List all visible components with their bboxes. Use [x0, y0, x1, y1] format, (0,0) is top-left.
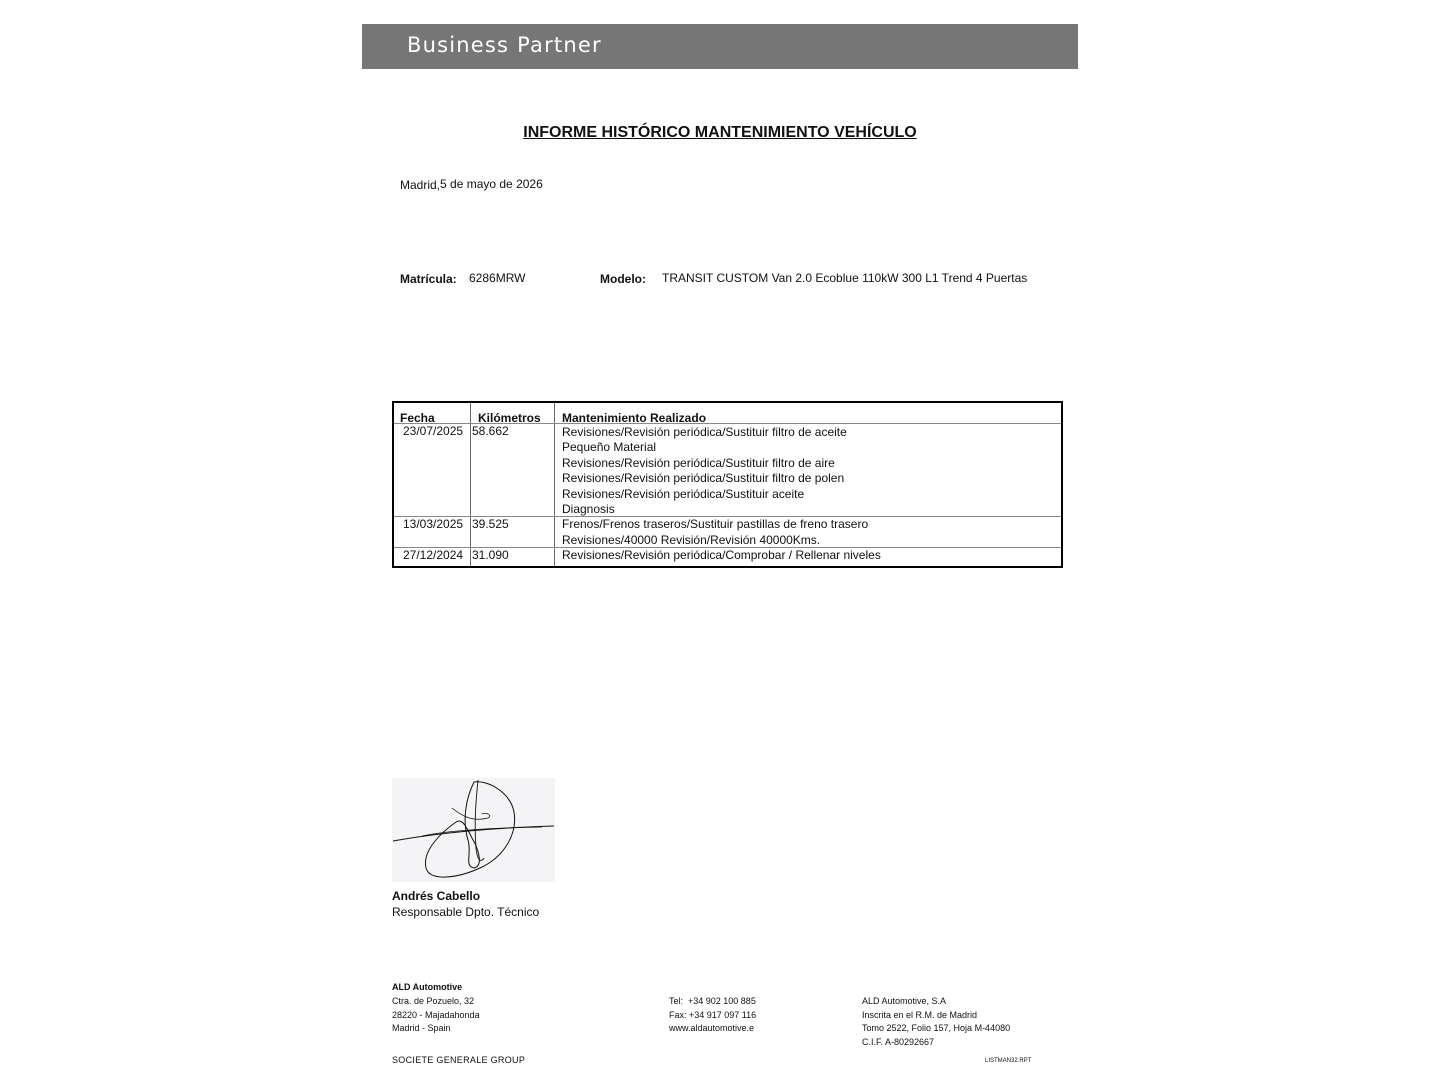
- maintenance-item: Revisiones/40000 Revisión/Revisión 40000Kms.: [562, 533, 821, 547]
- contact-website: www.aldautomotive.e: [669, 1023, 755, 1034]
- plate-label: Matrícula:: [400, 272, 457, 286]
- contact-fax: Fax: +34 917 097 116: [669, 1009, 757, 1020]
- row-date: 27/12/2024: [403, 548, 464, 562]
- header-date: Fecha: [400, 411, 435, 425]
- group-logo-text: SOCIETE GENERALE GROUP: [392, 1055, 526, 1065]
- registry-line: C.I.F. A-80292667: [862, 1036, 935, 1047]
- maintenance-item: Diagnosis: [562, 502, 615, 516]
- maintenance-item: Revisiones/Revisión periódica/Sustituir filtro de polen: [562, 471, 845, 485]
- place-date: [400, 178, 543, 192]
- maintenance-item: Revisiones/Revisión periódica/Sustituir aceite: [562, 487, 805, 501]
- column-divider: [470, 403, 471, 566]
- maintenance-item: Revisiones/Revisión periódica/Sustituir filtro de aceite: [562, 425, 847, 439]
- signer-role: Responsable Dpto. Técnico: [392, 905, 540, 919]
- maintenance-item: Revisiones/Revisión periódica/Sustituir filtro de aire: [562, 456, 835, 470]
- place: Madrid,: [400, 178, 441, 192]
- row-date: 13/03/2025: [403, 517, 464, 531]
- address-line: Madrid - Spain: [392, 1023, 451, 1034]
- report-date: 5 de mayo de 2026: [440, 177, 543, 191]
- row-km: 31.090: [472, 548, 509, 562]
- maintenance-item: Pequeño Material: [562, 440, 657, 454]
- row-date: 23/07/2025: [403, 424, 464, 438]
- row-km: 39.525: [472, 517, 509, 531]
- signature-image: [392, 778, 555, 882]
- address-line: 28220 - Majadahonda: [392, 1009, 480, 1020]
- maintenance-item: Frenos/Frenos traseros/Sustituir pastillas de freno trasero: [562, 517, 869, 531]
- report-title: INFORME HISTÓRICO MANTENIMIENTO VEHÍCULO: [523, 124, 917, 141]
- model-label: Modelo:: [600, 272, 646, 286]
- footer-registry: [862, 995, 1010, 1049]
- brand-logo-text: Business Partner: [407, 33, 602, 57]
- maintenance-item: Revisiones/Revisión periódica/Comprobar / Rellenar niveles: [562, 548, 881, 562]
- registry-line: ALD Automotive, S.A: [862, 996, 947, 1006]
- footer-address: [392, 995, 480, 1036]
- plate-value: 6286MRW: [469, 271, 526, 285]
- header-banner: [362, 24, 1078, 69]
- model-value: TRANSIT CUSTOM Van 2.0 Ecoblue 110kW 300 L1 Trend 4 Puertas: [662, 271, 1028, 285]
- maintenance-table: [392, 401, 1063, 568]
- contact-phone: Tel: +34 902 100 885: [669, 996, 756, 1006]
- header-km: Kilómetros: [478, 411, 541, 425]
- registry-line: Tomo 2522, Folio 157, Hoja M-44080: [862, 1023, 1011, 1034]
- address-line: Ctra. de Pozuelo, 32: [392, 996, 475, 1006]
- registry-line: Inscrita en el R.M. de Madrid: [862, 1009, 978, 1020]
- footer-contact: [669, 995, 756, 1036]
- footer-company: ALD Automotive: [392, 982, 463, 992]
- signer-name: Andrés Cabello: [392, 889, 481, 903]
- column-divider: [554, 403, 555, 566]
- document-code: LISTMAN32.RPT: [985, 1058, 1032, 1064]
- row-km: 58.662: [472, 424, 509, 438]
- header-maintenance: Mantenimiento Realizado: [562, 411, 707, 425]
